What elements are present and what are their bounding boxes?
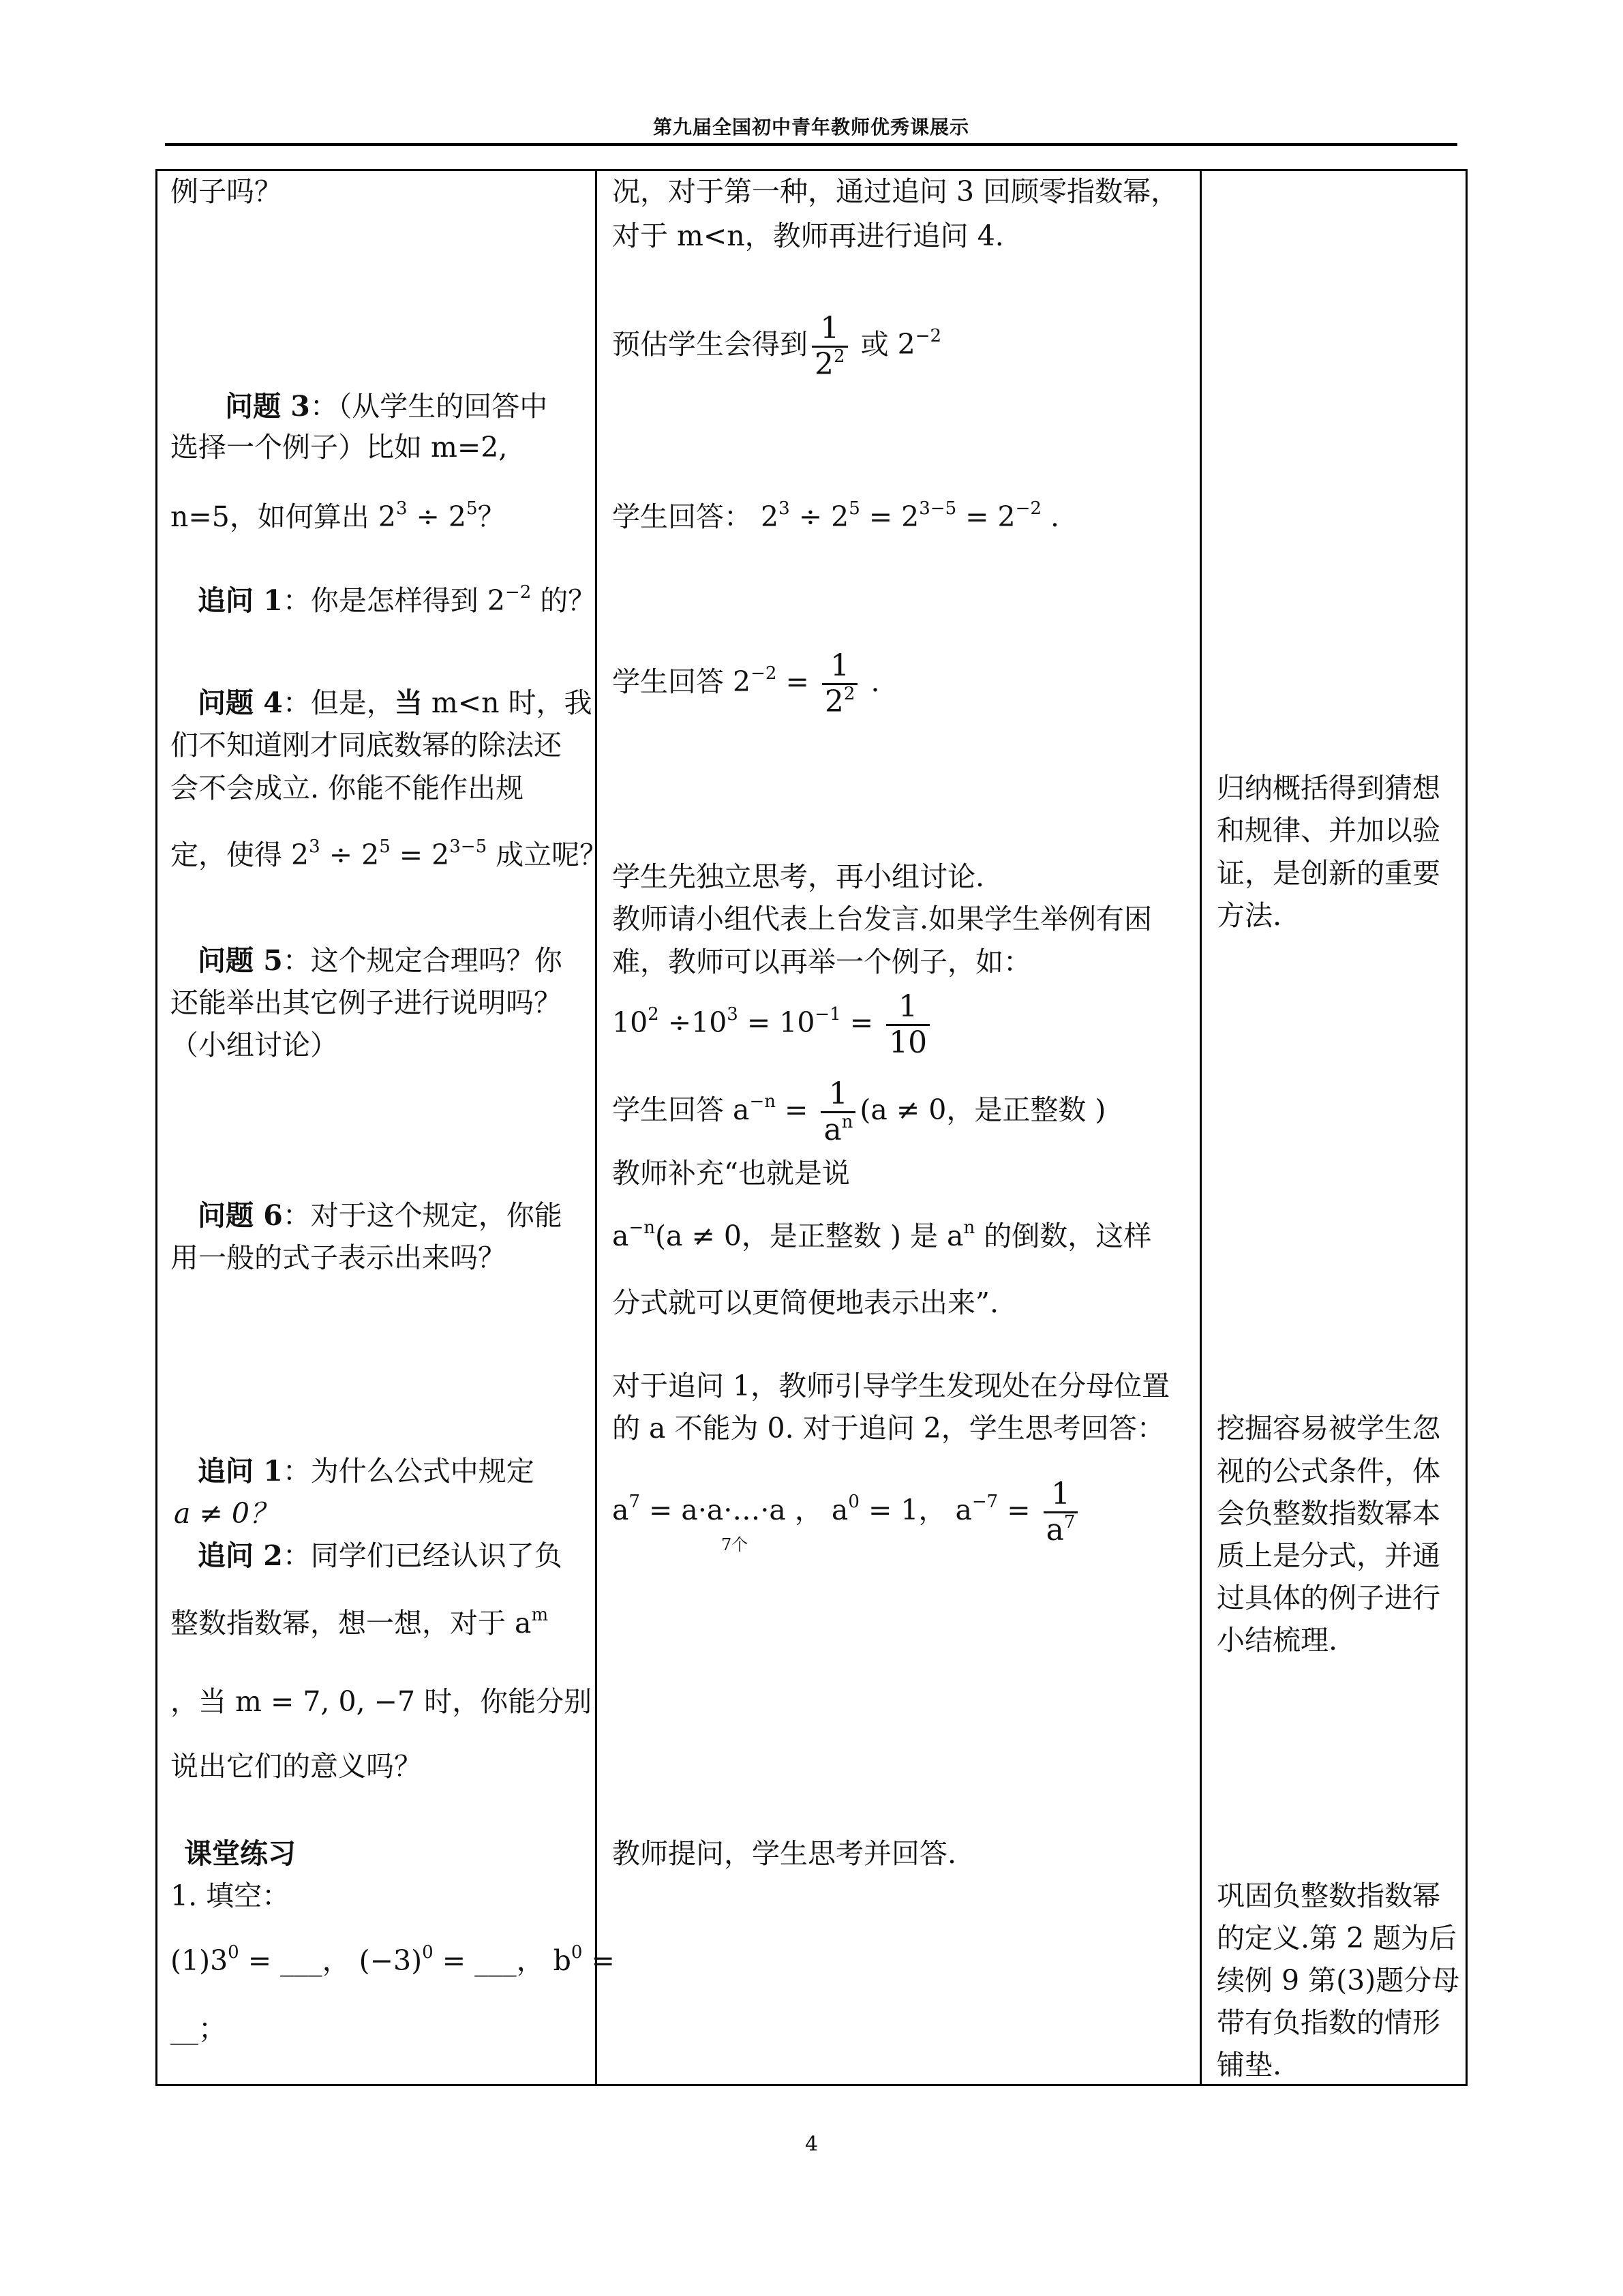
col2-general-formula: 学生回答 $a^{-n}$ = $\frac{1}{a^n}$ (a ≠ 0，是正整数 )	[612, 1076, 1106, 1147]
follow-up-1b: 追问 1：为什么公式中规定	[198, 1455, 534, 1487]
col2-line: 的 a 不能为 0. 对于追问 2，学生思考回答：	[612, 1412, 1165, 1445]
question-6-line: 用一般的式子表示出来吗？	[170, 1241, 506, 1274]
col3-line: 归纳概括得到猜想	[1217, 772, 1440, 804]
col2-student-answer: 学生回答： $2^3 \div 2^5 = 2^{3-5} = 2^{-2}$ .	[612, 498, 1060, 533]
question-3-line: 选择一个例子）比如 m=2,	[170, 431, 508, 464]
col2-line: 对于追问 1，教师引导学生发现处在分母位置	[612, 1370, 1170, 1402]
col3-line: 过具体的例子进行	[1217, 1582, 1440, 1614]
col3-line: 的定义.第 2 题为后	[1217, 1922, 1457, 1954]
question-3-math: n=5，如何算出 $2^3 \div 2^5$？	[170, 498, 506, 533]
column-divider-1	[595, 169, 597, 2086]
col2-line: 分式就可以更简便地表示出来”.	[612, 1286, 999, 1319]
page-header-title: 第九届全国初中青年教师优秀课展示	[652, 116, 969, 138]
header-rule	[165, 143, 1457, 146]
col2-line: 教师请小组代表上台发言.如果学生举例有困	[612, 903, 1153, 935]
follow-up-2-line: 整数指数幂，想一想，对于 $a^m$	[170, 1605, 549, 1640]
question-5: 问题 5：这个规定合理吗？你	[198, 944, 562, 977]
follow-up-1b-math: a ≠ 0？	[174, 1497, 277, 1530]
exercise-item-blank: __；	[170, 2012, 226, 2045]
follow-up-2: 追问 2：同学们已经认识了负	[198, 1539, 562, 1572]
col2-line: 学生先独立思考，再小组讨论.	[612, 860, 985, 893]
col3-line: 会负整数指数幂本	[1217, 1497, 1440, 1530]
col2-line: 对于 m<n，教师再进行追问 4.	[612, 220, 1004, 252]
col2-line: 教师提问，学生思考并回答.	[612, 1837, 957, 1870]
col3-line: 续例 9 第(3)题分母	[1217, 1964, 1460, 1997]
page-number: 4	[804, 2132, 819, 2156]
col3-line: 和规律、并加以验	[1217, 814, 1440, 847]
col3-line: 证，是创新的重要	[1217, 857, 1440, 890]
col3-line: 方法.	[1217, 899, 1282, 932]
col3-line: 视的公式条件，体	[1217, 1455, 1440, 1487]
col2-estimate: 预估学生会得到 $\frac{1}{2^2}$ 或 $2^{-2}$	[612, 311, 942, 382]
question-3: 问题 3：（从学生的回答中	[225, 390, 548, 423]
exercise-item-math: $(1)3^0$ = ___， $(-3)^0$ = ___， $b^0$ =	[170, 1942, 615, 1977]
column-divider-2	[1200, 169, 1202, 2086]
question-4-line: 们不知道刚才同底数幂的除法还	[170, 729, 562, 761]
col2-student-answer-2: 学生回答 $2^{-2}$ = $\frac{1}{2^2}$ .	[612, 648, 880, 719]
col2-line: 况，对于第一种，通过追问 3 回顾零指数幂，	[612, 175, 1179, 208]
follow-up-2-line: ，当 m = 7, 0, −7 时，你能分别	[170, 1685, 592, 1718]
question-5-line: （小组讨论）	[170, 1029, 338, 1061]
exercise-item: 1. 填空：	[170, 1879, 290, 1912]
follow-up-2-line: 说出它们的意义吗？	[170, 1750, 422, 1783]
col2-meaning-math: $a^7$ = a·a·…·a ， $a^0 = 1$， $a^{-7}$ = $\frac{1}{a^7}$	[612, 1469, 1082, 1551]
col3-line: 挖掘容易被学生忽	[1217, 1412, 1440, 1445]
col2-underbrace-label: 7个	[721, 1535, 748, 1554]
col2-example-math: $10^2 \div 10^3 = 10^{-1}$ = $\frac{1}{10}$	[612, 982, 934, 1063]
exercise-title: 课堂练习	[184, 1837, 296, 1870]
col3-line: 小结梳理.	[1217, 1624, 1338, 1657]
question-4: 问题 4：但是，当 m<n 时，我	[198, 686, 592, 719]
col2-reciprocal: $a^{-n}(a \ne 0$，是正整数 ) 是 $a^n$ 的倒数，这样	[612, 1218, 1152, 1252]
question-6: 问题 6：对于这个规定，你能	[198, 1199, 562, 1232]
col2-line: 教师补充“也就是说	[612, 1157, 850, 1190]
col3-line: 质上是分式，并通	[1217, 1539, 1440, 1572]
col3-line: 巩固负整数指数幂	[1217, 1879, 1440, 1912]
col2-line: 难，教师可以再举一个例子，如：	[612, 946, 1031, 978]
question-4-line: 会不会成立. 你能不能作出规	[170, 772, 524, 804]
question-4-math: 定，使得 $2^3 \div 2^5 = 2^{3-5}$ 成立呢？	[170, 836, 608, 871]
col3-line: 带有负指数的情形	[1217, 2006, 1440, 2039]
col1-line: 例子吗？	[170, 175, 282, 208]
follow-up-1: 追问 1：你是怎样得到 $2^{-2}$ 的？	[198, 582, 596, 617]
col3-line: 铺垫.	[1217, 2049, 1282, 2081]
question-5-line: 还能举出其它例子进行说明吗？	[170, 986, 562, 1019]
